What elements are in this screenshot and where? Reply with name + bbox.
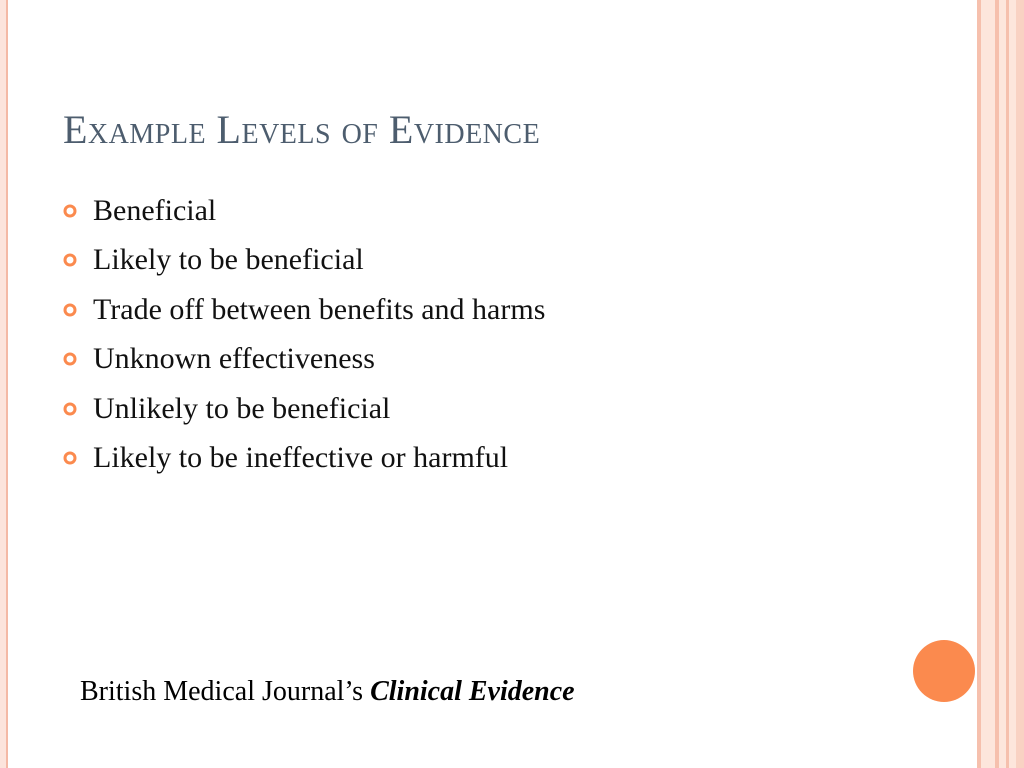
orange-ring-bullet-icon	[63, 253, 77, 267]
bullet-list	[63, 186, 545, 483]
orange-ring-bullet-icon	[63, 352, 77, 366]
bullet-text: Unlikely to be beneficial	[93, 391, 391, 425]
orange-circle-decoration	[913, 640, 975, 702]
bullet-text: Unknown effectiveness	[93, 342, 375, 376]
bullet-item	[63, 236, 545, 286]
citation-title: Clinical Evidence	[370, 676, 575, 707]
source-citation	[80, 676, 575, 708]
bullet-text: Beneficial	[93, 193, 217, 227]
right-stripe-decoration	[977, 0, 1024, 768]
bullet-item	[63, 434, 545, 484]
orange-ring-bullet-icon	[63, 204, 77, 218]
bullet-item	[63, 186, 545, 236]
bullet-item	[63, 285, 545, 335]
bullet-text: Trade off between benefits and harms	[93, 292, 546, 326]
left-border-decoration	[0, 0, 8, 768]
orange-ring-bullet-icon	[63, 402, 77, 416]
citation-prefix: British Medical Journal’s	[80, 676, 371, 707]
bullet-item	[63, 384, 545, 434]
orange-ring-bullet-icon	[63, 303, 77, 317]
slide-title: Example Levels of Evidence	[63, 107, 541, 152]
bullet-text: Likely to be beneficial	[93, 243, 364, 277]
bullet-text: Likely to be ineffective or harmful	[93, 441, 509, 475]
orange-ring-bullet-icon	[63, 451, 77, 465]
bullet-item	[63, 335, 545, 385]
